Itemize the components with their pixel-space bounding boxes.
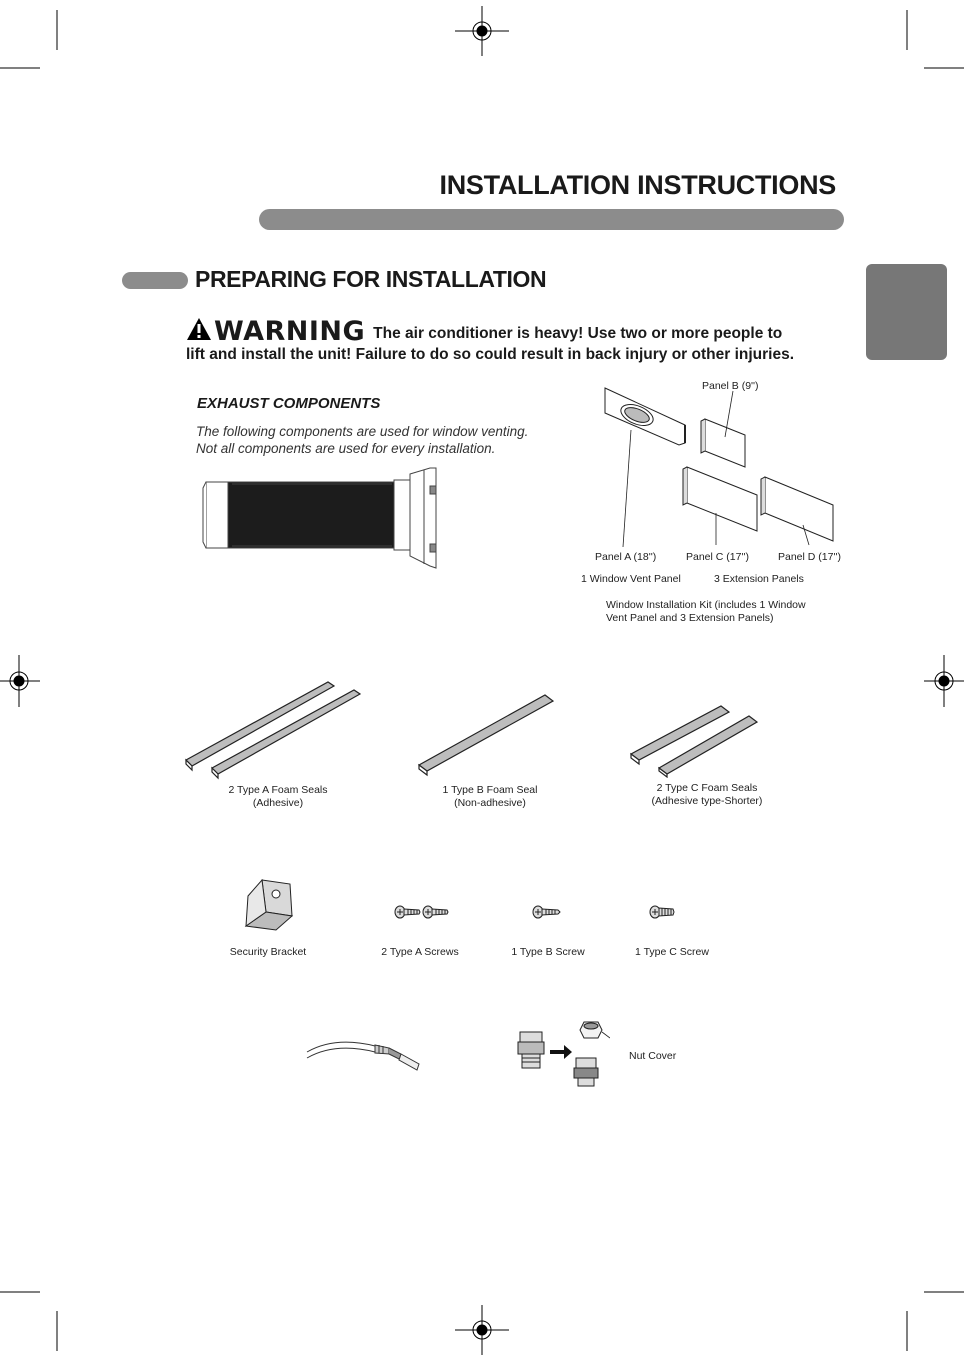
type-b-foam-seal-illustration (413, 691, 563, 779)
type-a-screws-label: 2 Type A Screws (381, 946, 459, 958)
type-a-seals-line1: 2 Type A Foam Seals (228, 784, 328, 796)
warning-text-line1: The air conditioner is heavy! Use two or more people to (373, 325, 783, 342)
crosshair-left-icon (0, 655, 40, 707)
warning-label: WARNING (214, 316, 366, 347)
security-bracket-icon (240, 876, 300, 934)
extension-panels-label: 3 Extension Panels (714, 573, 804, 585)
type-b-screw-label: 1 Type B Screw (511, 946, 585, 958)
window-panels-illustration (595, 385, 845, 550)
type-a-seals-caption (218, 784, 338, 810)
page-title: INSTALLATION INSTRUCTIONS (439, 170, 836, 200)
warning-text-line2: lift and install the unit! Failure to do so could result in back injury or other injuries. (186, 346, 795, 363)
section-title: PREPARING FOR INSTALLATION (195, 266, 547, 292)
type-b-screw-icon (530, 902, 564, 922)
panel-d-label: Panel D (17'') (778, 551, 841, 563)
exhaust-components-title: EXHAUST COMPONENTS (197, 395, 381, 412)
kit-line1: Window Installation Kit (includes 1 Window (606, 599, 806, 611)
security-bracket-label: Security Bracket (229, 946, 307, 958)
warning-block (186, 316, 818, 347)
type-c-seals-line2: (Adhesive type-Shorter) (651, 795, 763, 807)
panel-c-label: Panel C (17'') (686, 551, 749, 563)
type-c-screw-icon (647, 902, 681, 922)
type-a-screws-icon (392, 902, 456, 922)
kit-line2: Vent Panel and 3 Extension Panels) (606, 612, 774, 624)
panel-a-label: Panel A (18'') (595, 551, 657, 563)
vent-panel-label: 1 Window Vent Panel (581, 573, 681, 585)
crosshair-top-icon (455, 6, 509, 56)
panel-b-shape (705, 419, 745, 467)
chapter-side-tab (866, 264, 947, 360)
drain-hose-icon (305, 1032, 425, 1078)
nut-cover-label: Nut Cover (629, 1050, 677, 1062)
panel-b-label: Panel B (9'') (702, 380, 759, 392)
crosshair-right-icon (924, 655, 964, 707)
type-c-foam-seals-illustration (625, 702, 765, 778)
type-b-seal-line2: (Non-adhesive) (454, 797, 526, 809)
type-c-seals-caption (640, 782, 774, 808)
type-a-foam-seals-illustration (180, 676, 370, 782)
type-b-seal-caption (430, 784, 550, 810)
exhaust-intro-line1: The following components are used for window venting. (196, 424, 529, 439)
exhaust-intro (196, 423, 528, 457)
section-marker-pill (122, 272, 188, 289)
warning-triangle-icon (186, 317, 212, 346)
type-c-seals-line1: 2 Type C Foam Seals (656, 782, 758, 794)
title-underline-bar (259, 209, 844, 230)
arrow-right-icon (550, 1045, 572, 1059)
panel-d-shape (765, 477, 833, 541)
drain-fittings-icon (510, 1018, 610, 1090)
exhaust-hose-illustration (198, 460, 448, 575)
type-b-seal-line1: 1 Type B Foam Seal (442, 784, 538, 796)
type-a-seals-line2: (Adhesive) (252, 797, 304, 809)
crosshair-bottom-icon (455, 1305, 509, 1355)
panel-c-shape (687, 467, 757, 531)
type-c-screw-label: 1 Type C Screw (635, 946, 709, 958)
exhaust-intro-line2: Not all components are used for every installation. (196, 441, 496, 456)
kit-description (606, 599, 806, 625)
